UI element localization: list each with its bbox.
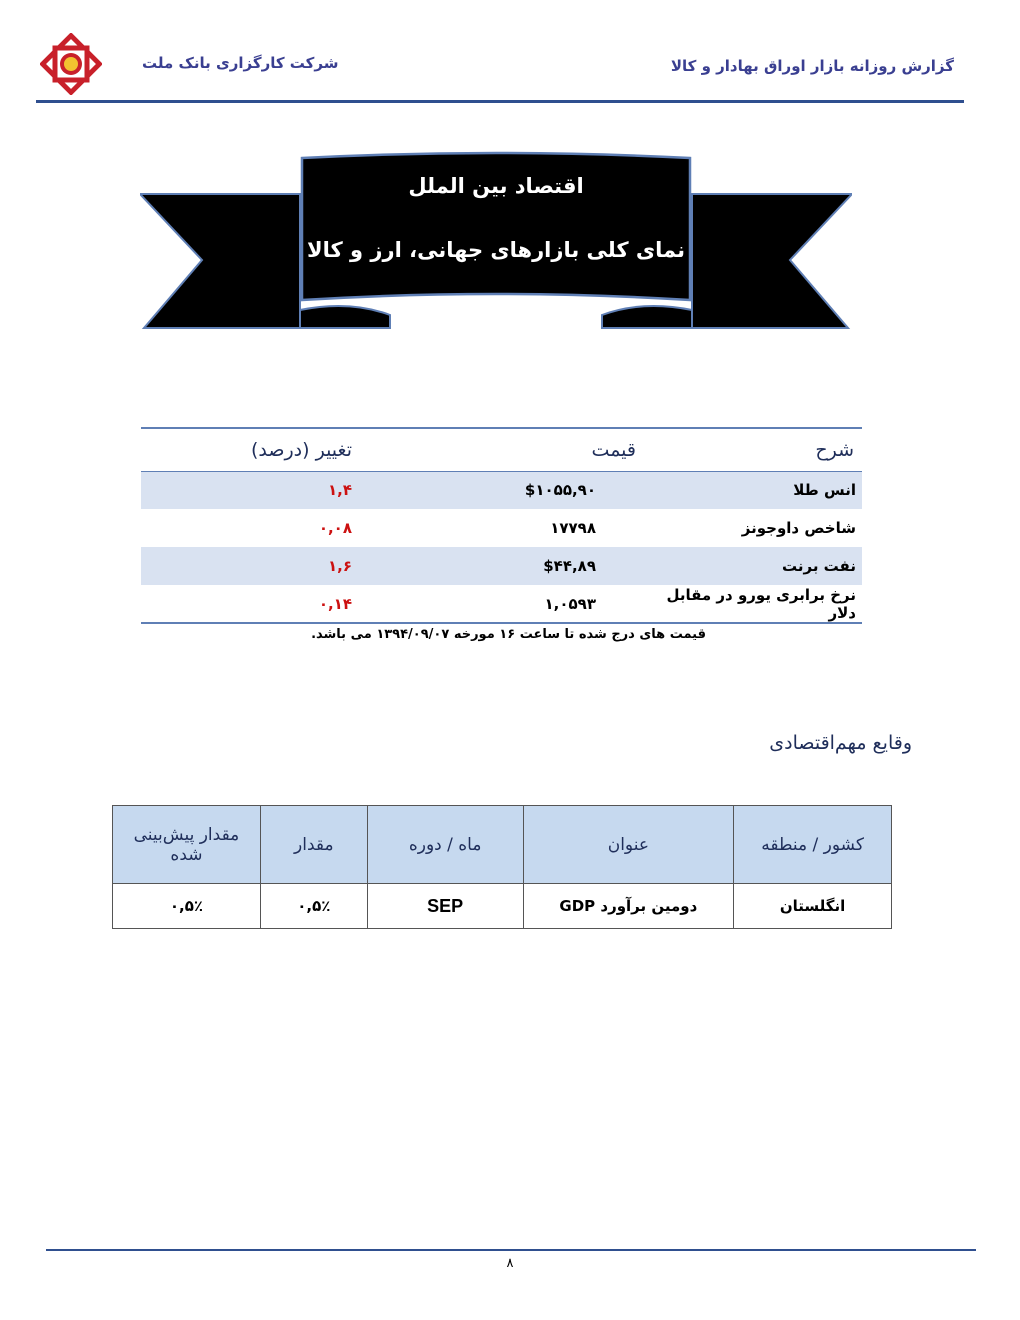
- header-description: شرح: [646, 428, 862, 471]
- header-forecast: مقدار پیش‌بینی شده: [113, 806, 261, 884]
- market-overview-table: [141, 427, 862, 624]
- table-row: [141, 547, 862, 585]
- banner-subtitle: نمای کلی بازارهای جهانی، ارز و کالا: [307, 238, 685, 262]
- row-price: ۱,۰۵۹۳: [360, 585, 646, 623]
- header-divider: [36, 100, 964, 103]
- row-price: ۱۷۷۹۸: [550, 519, 596, 537]
- row-change: ۰,۰۸: [318, 519, 352, 537]
- header-price: قیمت: [360, 428, 646, 471]
- header-title: عنوان: [523, 806, 734, 884]
- bank-mellat-logo-icon: [40, 33, 102, 95]
- row-description: نرخ برابری یورو در مقابل دلار: [646, 585, 862, 623]
- row-change: ۱,۶: [141, 547, 360, 585]
- event-title: دومین برآورد GDP: [523, 884, 734, 929]
- header-value: مقدار: [260, 806, 367, 884]
- page-number: ۸: [506, 1256, 514, 1271]
- company-name: شرکت کارگزاری بانک ملت: [142, 54, 339, 72]
- report-title: گزارش روزانه بازار اوراق بهادار و کالا: [670, 57, 954, 75]
- banner-text: [300, 160, 692, 300]
- header-period: ماه / دوره: [367, 806, 523, 884]
- table-header-row: [141, 428, 862, 471]
- header-change: تغییر (درصد): [141, 428, 360, 471]
- row-price: $۴۴,۸۹: [360, 547, 646, 585]
- section-title: وقایع مهم‌اقتصادی: [769, 732, 912, 754]
- table-row: [113, 884, 892, 929]
- header-country: کشور / منطقه: [734, 806, 892, 884]
- row-description: انس طلا: [646, 471, 862, 509]
- row-description: شاخص داوجونز: [741, 519, 856, 537]
- event-country: انگلستان: [734, 884, 892, 929]
- economic-events-table: [112, 805, 892, 929]
- row-change: ۰,۱۴: [141, 585, 360, 623]
- table-row: [141, 471, 862, 509]
- table-row: [141, 585, 862, 623]
- row-change: ۱,۴: [141, 471, 360, 509]
- event-value: ۰,۵٪: [260, 884, 367, 929]
- row-description: نفت برنت: [646, 547, 862, 585]
- event-period: SEP: [367, 884, 523, 929]
- footer-divider: [46, 1249, 976, 1251]
- table-header-row: [113, 806, 892, 884]
- row-price: $۱۰۵۵,۹۰: [360, 471, 646, 509]
- table-row: [141, 509, 862, 547]
- price-note: قیمت های درج شده تا ساعت ۱۶ مورخه ۱۳۹۴/۰۹/۰۷ می باشد.: [311, 627, 706, 642]
- event-forecast: ۰,۵٪: [113, 884, 261, 929]
- banner-title: اقتصاد بین الملل: [408, 174, 584, 198]
